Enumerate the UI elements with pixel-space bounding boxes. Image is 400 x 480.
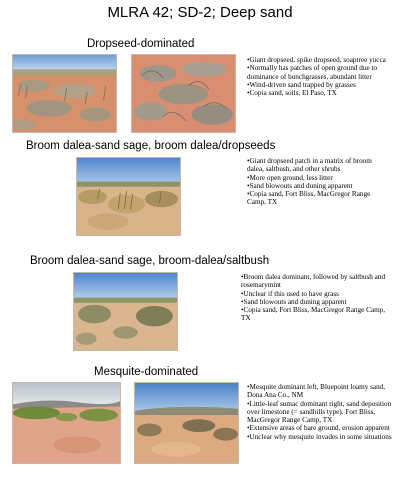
photo-dropseed-right [131,54,236,133]
note-item: •More open ground, less litter [247,173,333,182]
photo-mesquite-right [134,382,239,464]
photo-broom-dalea-dropseeds [76,157,181,236]
photo-mesquite-left [12,382,121,464]
page-title: MLRA 42; SD-2; Deep sand [107,4,293,21]
note-item: •Copia sand, Fort Bliss, MacGregor Range Camp, TX [241,306,386,323]
note-item: •Giant dropseed patch in a matrix of broom dalea, saltbush, and other shrubs [247,157,372,174]
photo-broom-dalea-saltbush [73,272,178,351]
notes-broom-dalea-dropseeds [247,157,387,207]
note-item: •Giant dropseed, spike dropseed, soaptree yucca [247,56,386,64]
note-item: •Normally has patches of open ground due to dominance of bunchgrasses, abundant litter [247,64,378,81]
note-item: •Unclear if this used to have grass [241,289,339,298]
note-item: •Wind-driven sand trapped by grasses [247,80,356,89]
note-item: •Broom dalea dominant, followed by saltbush and rosemarymint [241,273,386,290]
section-heading-mesquite: Mesquite-dominated [94,366,199,378]
note-item: •Extensive areas of bare ground, erosion apparent [247,424,390,433]
section-heading-dropseed: Dropseed-dominated [87,38,195,50]
notes-mesquite [247,383,392,441]
section-heading-broom-dalea-saltbush: Broom dalea-sand sage, broom-dalea/saltbush [30,255,270,267]
note-item: •Mesquite dominant left, Bluepoint loamy sand, Dona Ana Co., NM [247,383,386,400]
note-item: •Sand blowouts and duning apparent [247,181,353,190]
notes-broom-dalea-saltbush [241,273,387,323]
section-heading-broom-dalea-dropseeds: Broom dalea-sand sage, broom dalea/dropseeds [26,140,276,152]
note-item: •Unclear why mesquite invades in some situations [247,432,392,441]
photo-dropseed-left [12,54,117,133]
note-item: •Copia sand, Fort Bliss, MacGregor Range Camp, TX [247,190,371,207]
note-item: •Copia sand, soils, El Paso, TX [247,89,337,98]
note-item: •Little-leaf sumac dominant right, sand deposition over limestone (= sandhills type). Fort Bliss, MacGregor Range Camp, TX [247,399,392,425]
notes-dropseed [247,56,387,97]
note-item: •Sand blowouts and duning apparent [241,297,347,306]
